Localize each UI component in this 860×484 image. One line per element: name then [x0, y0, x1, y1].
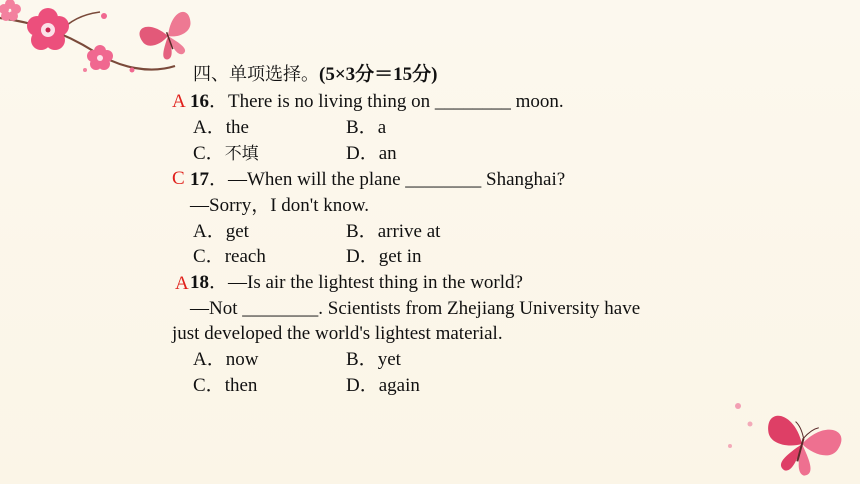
- option-b: B．a: [346, 117, 387, 138]
- question-number: 17: [190, 169, 209, 190]
- option-d: D．get in: [346, 246, 422, 267]
- section-title: 四、单项选择。: [193, 64, 319, 85]
- question-text: ．—Is air the lightest thing in the world?: [209, 272, 523, 293]
- option-c: C．不填: [193, 143, 259, 164]
- option-a: A．the: [193, 117, 249, 138]
- section-heading: [193, 63, 437, 87]
- question-text: ．There is no living thing on ________ moon.: [209, 91, 564, 112]
- option-d: D．again: [346, 375, 420, 396]
- answer-mark: A: [172, 91, 186, 112]
- section-score: (5×3分＝15分): [319, 64, 438, 85]
- option-c: C．then: [193, 375, 258, 396]
- option-d: D．an: [346, 143, 397, 164]
- question-text: ．—When will the plane ________ Shanghai?: [209, 169, 566, 190]
- question-reply: —Sorry，I don't know.: [190, 195, 369, 216]
- question-stem: [190, 168, 565, 192]
- question-reply-continued: just developed the world's lightest material.: [172, 323, 503, 344]
- answer-mark: A: [175, 273, 189, 294]
- question-reply: —Not ________. Scientists from Zhejiang University have: [190, 298, 641, 319]
- option-b: B．yet: [346, 349, 401, 370]
- question-stem: [190, 90, 564, 114]
- question-number: 18: [190, 272, 209, 293]
- question-stem: [190, 271, 523, 295]
- answer-mark: C: [172, 168, 185, 189]
- option-a: A．now: [193, 349, 259, 370]
- option-c: C．reach: [193, 246, 266, 267]
- option-b: B．arrive at: [346, 221, 441, 242]
- option-a: A．get: [193, 221, 249, 242]
- question-number: 16: [190, 91, 209, 112]
